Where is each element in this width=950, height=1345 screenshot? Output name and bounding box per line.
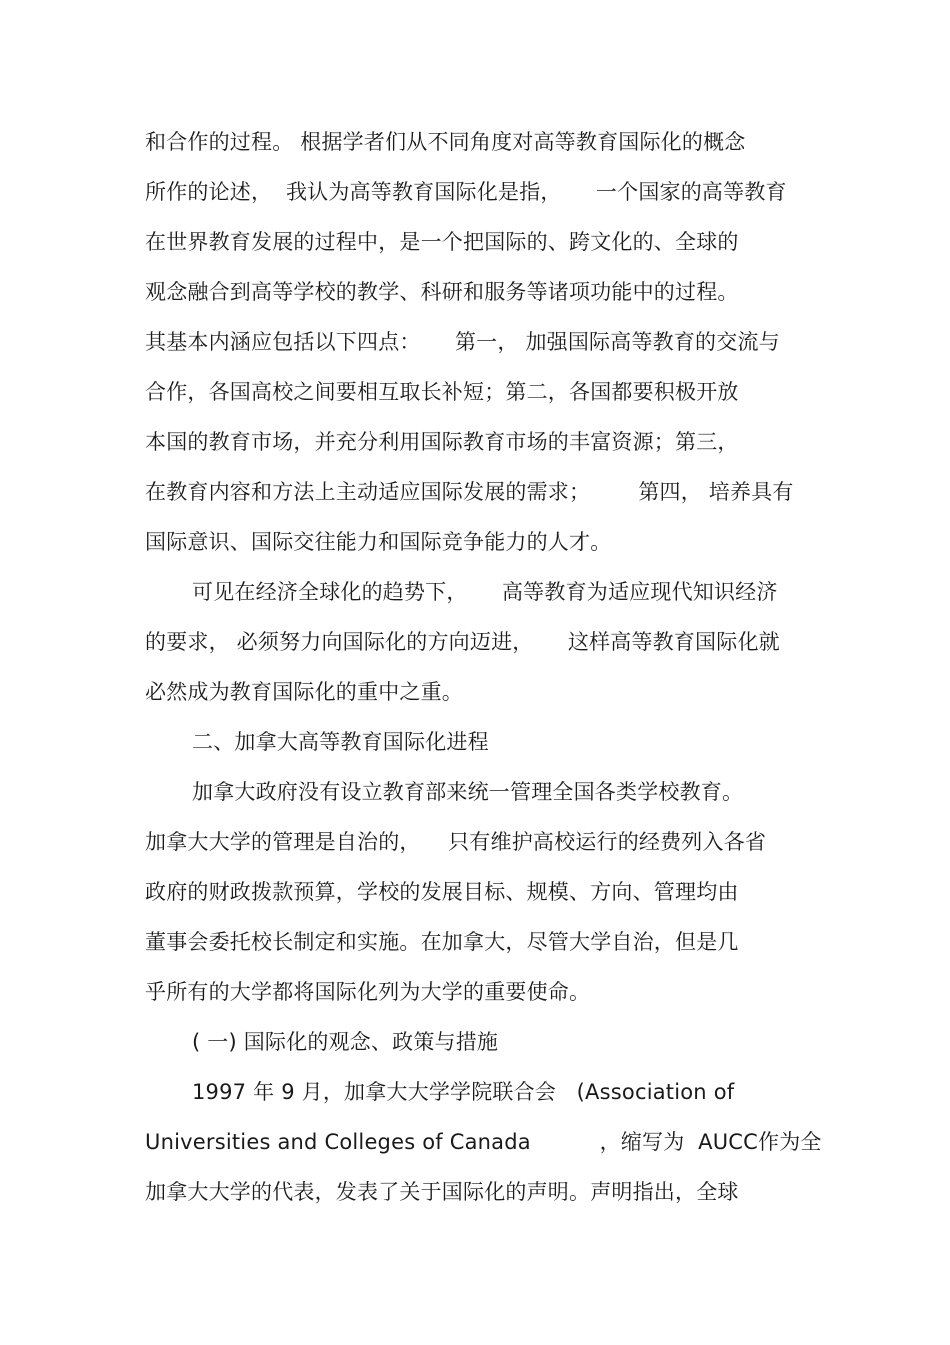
text-line: 和合作的过程。 根据学者们从不同角度对高等教育国际化的概念 [145, 130, 746, 154]
text-line: 乎所有的大学都将国际化列为大学的重要使命。 [145, 980, 591, 1004]
text-line: 其基本内涵应包括以下四点： 第一， 加强国际高等教育的交流与 [145, 330, 780, 354]
text-line: Universities and Colleges of Canada ，缩写为 AUCC作为全 [145, 1130, 822, 1154]
section-heading: 二、加拿大高等教育国际化进程 [192, 730, 489, 754]
text-line: 加拿大大学的管理是自治的， 只有维护高校运行的经费列入各省 [145, 830, 767, 854]
subsection-heading: ( 一) 国际化的观念、政策与措施 [192, 1030, 499, 1054]
text-line: 的要求， 必须努力向国际化的方向迈进， 这样高等教育国际化就 [145, 630, 780, 654]
paragraph-first-line: 1997 年 9 月，加拿大大学学院联合会 (Association of [192, 1080, 735, 1104]
text-line: 必然成为教育国际化的重中之重。 [145, 680, 463, 704]
text-line: 董事会委托校长制定和实施。在加拿大，尽管大学自治，但是几 [145, 930, 739, 954]
text-line: 所作的论述， 我认为高等教育国际化是指， 一个国家的高等教育 [145, 180, 787, 204]
paragraph-first-line: 加拿大政府没有设立教育部来统一管理全国各类学校教育。 [192, 780, 744, 804]
text-line: 政府的财政拨款预算，学校的发展目标、规模、方向、管理均由 [145, 880, 739, 904]
paragraph-first-line: 可见在经济全球化的趋势下， 高等教育为适应现代知识经济 [192, 580, 778, 604]
text-line: 观念融合到高等学校的教学、科研和服务等诸项功能中的过程。 [145, 280, 739, 304]
text-line: 在教育内容和方法上主动适应国际发展的需求； 第四， 培养具有 [145, 480, 794, 504]
text-line: 合作，各国高校之间要相互取长补短；第二，各国都要积极开放 [145, 380, 739, 404]
text-line: 加拿大大学的代表，发表了关于国际化的声明。声明指出，全球 [145, 1180, 739, 1204]
text-line: 国际意识、国际交往能力和国际竞争能力的人才。 [145, 530, 612, 554]
text-line: 在世界教育发展的过程中，是一个把国际的、跨文化的、全球的 [145, 230, 739, 254]
text-line: 本国的教育市场，并充分利用国际教育市场的丰富资源；第三， [145, 430, 739, 454]
